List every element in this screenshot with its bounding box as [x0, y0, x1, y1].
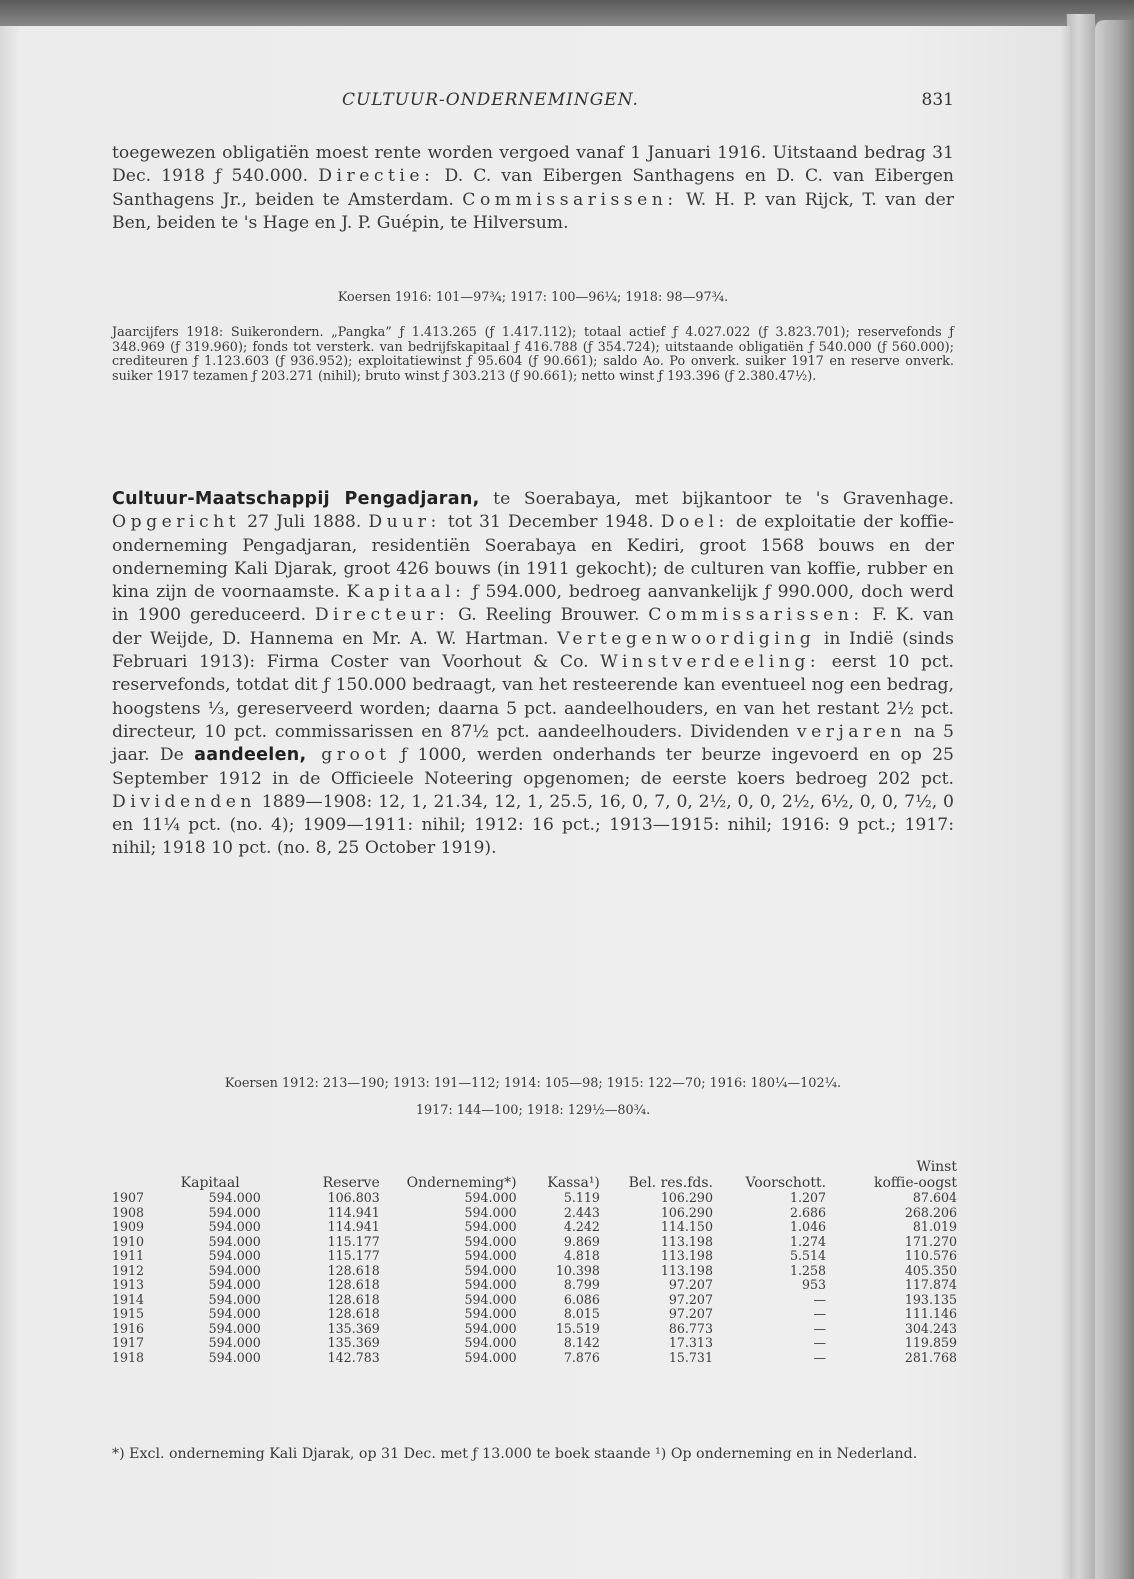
- entry-text: F. K. van der Weijde, D. Hannema en Mr. A. W. Hartman.: [112, 605, 954, 649]
- cell-onderneming: 594.000: [464, 1219, 517, 1234]
- scan-top-shadow: [0, 0, 1134, 28]
- running-title: CULTUUR-ONDERNEMINGEN.: [342, 90, 639, 110]
- cell-voorschott: 953: [801, 1277, 827, 1292]
- table-row: [112, 1206, 957, 1221]
- cell-bel-res-fds: 113.198: [660, 1262, 713, 1278]
- table-row: [112, 1249, 957, 1264]
- cell-kassa: 10.398: [555, 1262, 600, 1278]
- cell-year: 1912: [112, 1262, 145, 1278]
- entry-text: eerst 10 pct. reservefonds, totdat dit ƒ 150.000 bedraagt, van het resteerende kan eventueel nog een bedrag, hoogstens ⅓, gereserveerd worden; daarna 5 pct. aandeelhouders, en van het restant 2½ pct. directeur, 10 pct. commissarissen en 87½ pct. aandeelhouders. Dividenden: [112, 652, 954, 742]
- cell-kassa: 2.443: [563, 1204, 600, 1220]
- cell-bel-res-fds: 97.207: [668, 1291, 713, 1307]
- table-row: [112, 1307, 957, 1322]
- header-bel-res-fds: Bel. res.fds.: [628, 1175, 713, 1191]
- entry-text: de exploitatie der koffie-onderneming Pengadjaran, residentiën Soerabaya en Kediri, groot 1568 bouws en der onderneming Kali Djarak, groot 426 bouws (in 1911 gekocht); de culturen van koffie, rubber en kina zijn de voornaamste.: [112, 512, 954, 603]
- label-directeur: Directeur:: [314, 605, 450, 626]
- cell-year: 1917: [112, 1335, 145, 1350]
- entry-text: ƒ 594.000, bedroeg aanvankelijk ƒ 990.000, doch werd in 1900 gereduceerd.: [112, 582, 954, 626]
- cell-kapitaal: 594.000: [208, 1349, 261, 1365]
- cell-winst: 171.270: [904, 1233, 957, 1249]
- entry-text: te Soerabaya, met bijkantoor te 's Gravenhage.: [479, 489, 954, 509]
- header-voorschott: Voorschott.: [745, 1175, 827, 1191]
- cell-onderneming: 594.000: [464, 1320, 517, 1336]
- cell-onderneming: 594.000: [464, 1349, 517, 1365]
- label-directie: Directie:: [318, 166, 435, 187]
- cell-bel-res-fds: 97.207: [668, 1277, 713, 1292]
- cell-year: 1914: [112, 1291, 145, 1307]
- cell-year: 1910: [112, 1233, 145, 1249]
- label-groot: groot: [306, 745, 391, 766]
- cell-reserve: 128.618: [327, 1262, 380, 1278]
- cell-winst: 304.243: [904, 1320, 957, 1336]
- table-row: [112, 1336, 957, 1351]
- cell-kapitaal: 594.000: [208, 1335, 261, 1350]
- cell-winst: 119.859: [904, 1335, 957, 1350]
- cell-reserve: 135.369: [327, 1320, 380, 1336]
- cell-onderneming: 594.000: [464, 1204, 517, 1220]
- cell-year: 1918: [112, 1349, 145, 1365]
- cell-year: 1915: [112, 1306, 145, 1321]
- header-kapitaal: Kapitaal: [180, 1175, 240, 1191]
- table-row: [112, 1264, 957, 1279]
- entry-text: tot 31 December 1948.: [440, 512, 661, 533]
- cell-kapitaal: 594.000: [208, 1219, 261, 1234]
- cell-voorschott: —: [813, 1320, 827, 1336]
- cell-onderneming: 594.000: [464, 1233, 517, 1249]
- cell-kapitaal: 594.000: [208, 1320, 261, 1336]
- table-header-row: [112, 1175, 957, 1191]
- cell-year: 1911: [112, 1248, 145, 1263]
- cell-voorschott: —: [813, 1349, 827, 1365]
- cell-year: 1913: [112, 1277, 145, 1292]
- cell-bel-res-fds: 97.207: [668, 1306, 713, 1321]
- cell-kapitaal: 594.000: [208, 1204, 261, 1220]
- cell-bel-res-fds: 86.773: [668, 1320, 713, 1336]
- cell-kassa: 4.242: [563, 1219, 600, 1234]
- entry-text: ƒ 1000, werden onderhands ter beurze ingevoerd en op 25 September 1912 in de Officieele Noteering opgenomen; de eerste koers bedroeg 202 pct.: [112, 745, 954, 789]
- header-reserve: Reserve: [322, 1175, 380, 1191]
- cell-reserve: 114.941: [327, 1204, 380, 1220]
- cell-bel-res-fds: 17.313: [668, 1335, 713, 1350]
- prev-entry-paragraph: [112, 142, 954, 235]
- cell-voorschott: 1.207: [789, 1190, 827, 1205]
- entry-text: 1889—1908: 12, 1, 21.34, 12, 1, 25.5, 16, 0, 7, 0, 2½, 0, 0, 2½, 6½, 0, 0, 7½, 0 en 11¼ pct. (no. 4); 1909—1911: nihil; 1912: 16 pct.; 1913—1915: nihil; 1916: 9 pct.; 1917: nihil; 1918 10 pct. (no. 8, 25 October 1919).: [112, 791, 954, 859]
- prev-jaarcijfers: Jaarcijfers 1918: Suikerondern. „Pangka” ƒ 1.413.265 (ƒ 1.417.112); totaal actief ƒ 4.027.022 (ƒ 3.823.701); reservefonds ƒ 348.969 (ƒ 319.960); fonds tot versterk. van bedrijfskapitaal ƒ 416.788 (ƒ 354.724); uitstaande obligatiën ƒ 540.000 (ƒ 560.000); crediteuren ƒ 1.123.603 (ƒ 936.952); exploitatiewinst ƒ 95.604 (ƒ 90.661); saldo Ao. Po onverk. suiker 1917 en reserve onverk. suiker 1917 tezamen ƒ 203.271 (nihil); bruto winst ƒ 303.213 (ƒ 90.661); netto winst ƒ 193.396 (ƒ 2.380.47½).: [112, 325, 954, 384]
- label-doel: Doel:: [660, 512, 729, 533]
- cell-winst: 117.874: [904, 1277, 957, 1292]
- cell-kapitaal: 594.000: [208, 1233, 261, 1249]
- cell-winst: 81.019: [912, 1219, 957, 1234]
- cell-onderneming: 594.000: [464, 1291, 517, 1307]
- label-dividenden: Dividenden: [112, 791, 256, 812]
- cell-year: 1909: [112, 1219, 145, 1234]
- cell-winst: 405.350: [904, 1262, 957, 1278]
- cell-reserve: 128.618: [327, 1306, 380, 1321]
- cell-bel-res-fds: 15.731: [668, 1349, 713, 1365]
- cell-reserve: 106.803: [327, 1190, 380, 1205]
- prev-koersen: Koersen 1916: 101—97¾; 1917: 100—96¼; 1918: 98—97¾.: [337, 290, 729, 305]
- cell-onderneming: 594.000: [464, 1277, 517, 1292]
- cell-reserve: 114.941: [327, 1219, 380, 1234]
- label-commissarissen: Commissarissen:: [648, 605, 864, 626]
- cell-kapitaal: 594.000: [208, 1291, 261, 1307]
- koersen-line-1: Koersen 1912: 213—190; 1913: 191—112; 1914: 105—98; 1915: 122—70; 1916: 180¼—102¼.: [224, 1076, 842, 1091]
- label-winstverdeeling: Winstverdeeling:: [600, 652, 821, 673]
- cell-kassa: 15.519: [555, 1320, 600, 1336]
- label-commissarissen: Commissarissen:: [462, 189, 678, 210]
- table-body: [112, 1191, 957, 1365]
- label-verjaren: verjaren: [796, 721, 907, 742]
- cell-kapitaal: 594.000: [208, 1262, 261, 1278]
- entry-text: na 5 jaar. De: [112, 721, 954, 766]
- cell-voorschott: —: [813, 1335, 827, 1350]
- prev-entry-text: W. H. P. van Rijck, T. van der Ben, beiden te 's Hage en J. P. Guépin, te Hilversum.: [112, 189, 954, 233]
- table-row: [112, 1235, 957, 1250]
- table-row: [112, 1220, 957, 1235]
- cell-year: 1907: [112, 1190, 145, 1205]
- label-aandeelen: aandeelen,: [194, 745, 307, 766]
- cell-onderneming: 594.000: [464, 1190, 517, 1205]
- cell-reserve: 142.783: [327, 1349, 380, 1365]
- book-edge-inner: [1066, 14, 1095, 1579]
- cell-reserve: 115.177: [327, 1233, 380, 1249]
- cell-voorschott: 5.514: [789, 1248, 827, 1263]
- cell-winst: 110.576: [904, 1248, 957, 1263]
- cell-onderneming: 594.000: [464, 1335, 517, 1350]
- cell-voorschott: —: [813, 1291, 827, 1307]
- cell-kapitaal: 594.000: [208, 1306, 261, 1321]
- header-kassa: Kassa¹): [547, 1175, 600, 1191]
- cell-onderneming: 594.000: [464, 1262, 517, 1278]
- koersen-line-2: 1917: 144—100; 1918: 129½—80¾.: [415, 1103, 651, 1118]
- header-winst-koffie-oogst: koffie-oogst: [874, 1175, 957, 1191]
- table-row: [112, 1293, 957, 1308]
- table-row: [112, 1191, 957, 1206]
- running-head: [112, 90, 954, 114]
- company-name: Cultuur-Maatschappij Pengadjaran,: [112, 489, 480, 509]
- cell-kassa: 4.818: [563, 1248, 600, 1263]
- cell-kassa: 7.876: [563, 1349, 600, 1365]
- cell-kapitaal: 594.000: [208, 1248, 261, 1263]
- book-edge-outer: [1094, 20, 1134, 1579]
- cell-kassa: 8.799: [563, 1277, 600, 1292]
- cell-reserve: 128.618: [327, 1291, 380, 1307]
- cell-year: 1916: [112, 1320, 145, 1336]
- book-page: [0, 26, 1070, 1579]
- label-opgericht: Opgericht: [112, 512, 241, 533]
- label-kapitaal: Kapitaal:: [346, 582, 466, 603]
- cell-bel-res-fds: 106.290: [660, 1190, 713, 1205]
- prev-entry-text: toegewezen obligatiën moest rente worden vergoed vanaf 1 Januari 1916. Uitstaand bedrag 31 Dec. 1918 ƒ 540.000.: [112, 143, 954, 187]
- header-spacer: [112, 1159, 826, 1175]
- cell-voorschott: 1.046: [789, 1219, 827, 1234]
- cell-kassa: 9.869: [563, 1233, 600, 1249]
- entry-text: G. Reeling Brouwer.: [449, 605, 649, 626]
- prev-entry-text: D. C. van Eibergen Santhagens en D. C. van Eibergen Santhagens Jr., beiden te Amsterdam.: [112, 166, 954, 210]
- cell-kassa: 6.086: [563, 1291, 600, 1307]
- table-row: [112, 1351, 957, 1366]
- cell-voorschott: 1.258: [789, 1262, 827, 1278]
- cell-bel-res-fds: 114.150: [660, 1219, 713, 1234]
- cell-reserve: 128.618: [327, 1277, 380, 1292]
- company-entry-paragraph: [112, 488, 954, 861]
- cell-winst: 281.768: [904, 1349, 957, 1365]
- header-winst-top: Winst: [916, 1159, 957, 1175]
- table-header-row-top: [112, 1159, 957, 1175]
- cell-reserve: 115.177: [327, 1248, 380, 1263]
- table-row: [112, 1278, 957, 1293]
- financial-table: [112, 1159, 957, 1365]
- header-year: [112, 1175, 160, 1191]
- cell-kassa: 8.015: [563, 1306, 600, 1321]
- cell-year: 1908: [112, 1204, 145, 1220]
- cell-winst: 87.604: [912, 1190, 957, 1205]
- table-footnote: *) Excl. onderneming Kali Djarak, op 31 Dec. met ƒ 13.000 te boek staande ¹) Op onderneming en in Nederland.: [112, 1446, 918, 1462]
- page-number: 831: [921, 90, 954, 110]
- cell-voorschott: —: [813, 1306, 827, 1321]
- cell-kassa: 8.142: [563, 1335, 600, 1350]
- cell-onderneming: 594.000: [464, 1248, 517, 1263]
- cell-bel-res-fds: 106.290: [660, 1204, 713, 1220]
- label-duur: Duur:: [368, 512, 441, 533]
- cell-voorschott: 1.274: [789, 1233, 827, 1249]
- cell-bel-res-fds: 113.198: [660, 1233, 713, 1249]
- cell-winst: 193.135: [904, 1291, 957, 1307]
- header-onderneming: Onderneming*): [406, 1175, 517, 1191]
- cell-voorschott: 2.686: [789, 1204, 827, 1220]
- cell-kapitaal: 594.000: [208, 1190, 261, 1205]
- cell-bel-res-fds: 113.198: [660, 1248, 713, 1263]
- cell-kassa: 5.119: [563, 1190, 600, 1205]
- table-row: [112, 1322, 957, 1337]
- entry-text: 27 Juli 1888.: [240, 512, 369, 533]
- label-vertegenwoordiging: Vertegenwoordiging: [557, 628, 816, 649]
- cell-reserve: 135.369: [327, 1335, 380, 1350]
- cell-onderneming: 594.000: [464, 1306, 517, 1321]
- cell-winst: 111.146: [904, 1306, 957, 1321]
- cell-kapitaal: 594.000: [208, 1277, 261, 1292]
- cell-winst: 268.206: [904, 1204, 957, 1220]
- entry-text: in Indië (sinds Februari 1913): Firma Coster van Voorhout & Co.: [112, 628, 955, 673]
